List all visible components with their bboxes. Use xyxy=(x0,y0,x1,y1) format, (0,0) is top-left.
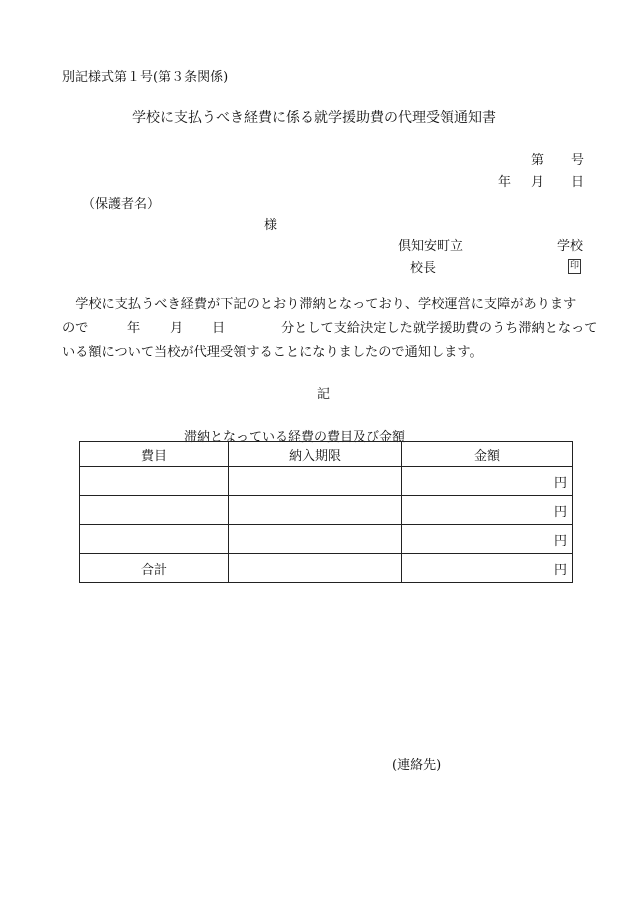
table-header-row xyxy=(80,442,573,467)
table-row xyxy=(80,467,573,496)
honorific: 様 xyxy=(264,218,278,233)
school-town: 倶知安町立 xyxy=(398,239,464,254)
seal-mark xyxy=(568,257,581,274)
cell-due-date xyxy=(229,525,402,554)
cell-item xyxy=(80,496,229,525)
table-caption: 滞納となっている経費の費目及び金額 xyxy=(184,430,406,445)
contact-label: (連絡先) xyxy=(392,758,442,773)
date-month: 月 xyxy=(531,175,545,190)
ki-marker: 記 xyxy=(317,387,331,402)
cell-item xyxy=(80,467,229,496)
form-label: 別記様式第１号(第３条関係) xyxy=(62,70,229,85)
cell-amount: 円 xyxy=(402,467,573,496)
table-row xyxy=(80,525,573,554)
fee-table xyxy=(79,441,573,583)
number-prefix: 第 xyxy=(531,153,545,168)
total-amount: 円 xyxy=(402,554,573,583)
school-label: 学校 xyxy=(557,239,584,254)
cell-due-date xyxy=(229,467,402,496)
principal-label: 校長 xyxy=(410,261,437,276)
cell-amount: 円 xyxy=(402,496,573,525)
header-amount: 金額 xyxy=(402,442,573,467)
date-year: 年 xyxy=(498,175,512,190)
cell-due-date xyxy=(229,496,402,525)
body-paragraph xyxy=(62,293,598,365)
date-day: 日 xyxy=(571,175,585,190)
cell-due-date xyxy=(229,554,402,583)
header-item: 費目 xyxy=(80,442,229,467)
guardian-label: （保護者名） xyxy=(82,197,161,212)
cell-item xyxy=(80,525,229,554)
body-line-2: ので 年 月 日 分として支給決定した就学援助費のうち滞納となって xyxy=(62,321,598,336)
header-due-date: 納入期限 xyxy=(229,442,402,467)
number-suffix: 号 xyxy=(571,153,585,168)
total-label: 合計 xyxy=(80,554,229,583)
body-line-1: 学校に支払うべき経費が下記のとおり滞納となっており、学校運営に支障があります xyxy=(75,297,577,312)
cell-amount: 円 xyxy=(402,525,573,554)
table-row xyxy=(80,496,573,525)
table-total-row xyxy=(80,554,573,583)
seal-icon: 印 xyxy=(568,259,581,274)
body-line-3: いる額について当校が代理受領することになりましたので通知します。 xyxy=(62,345,483,360)
document-title: 学校に支払うべき経費に係る就学援助費の代理受領通知書 xyxy=(132,110,496,126)
